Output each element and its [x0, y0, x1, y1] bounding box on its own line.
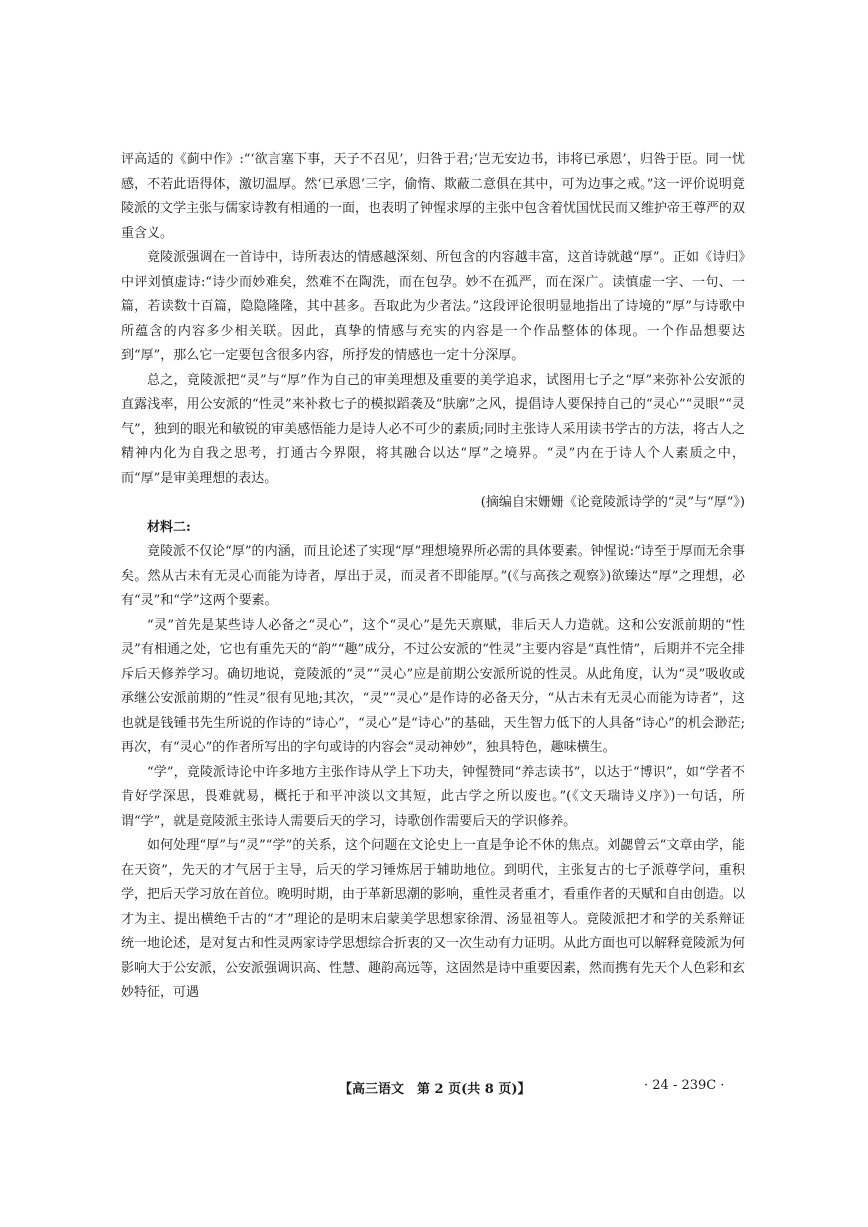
footer-page-info: 【高三语文 第 2 页(共 8 页)】: [339, 1082, 531, 1097]
footer-exam-code: · 24 - 239C ·: [644, 1078, 725, 1093]
paragraph-xue: “学”，竟陵派诗论中许多地方主张作诗从学上下功夫，钟惺赞同“养志读书”，以达于“博识”，如“学者不肯好学深思，畏难就易，概托于和平冲淡以文其短，此古学之所以废也。”(《文天瑞诗义序》)一句话，所谓“学”，就是竟陵派主张诗人需要后天的学习，诗歌创作需要后天的学识修养。: [121, 764, 745, 829]
paragraph-relationship: 如何处理“厚”与“灵”“学”的关系，这个问题在文论史上一直是争论不休的焦点。刘勰曾云“文章由学，能在天资”，先天的才气居于主导，后天的学习锤炼居于辅助地位。到明代，主张复古的七子派尊学问，重积学，把后天学习放在首位。晚明时期，由于革新思潮的影响，重性灵者重才，看重作者的天赋和自由创造。以才为主、提出横绝千古的“才”理论的是明末启蒙美学思想家徐渭、汤显祖等人。竟陵派把才和学的关系辩证统一地论述，是对复古和性灵两家诗学思想综合折衷的又一次生动有力证明。从此方面也可以解释竟陵派为何影响大于公安派，公安派强调识高、性慧、趣韵高远等，这固然是诗中重要因素，然而携有先天个人色彩和玄妙特征，可遇: [121, 838, 746, 1000]
source-citation: (摘编自宋姗姗《论竟陵派诗学的“灵”与“厚”》): [480, 495, 745, 510]
material-two-heading: 材料二:: [147, 519, 191, 535]
paragraph-ling: “灵”首先是某些诗人必备之“灵心”，这个“灵心”是先天禀赋，非后天人力造就。这和公安派前期的“性灵”有相通之处，它也有重先天的“韵”“趣”成分，不过公安派的“性灵”主要内容是“真性情”，后期并不完全排斥后天修养学习。确切地说，竟陵派的“灵”“灵心”应是前期公安派所说的性灵。从此角度，认为“灵”吸收或承继公安派前期的“性灵”很有见地;其次，“灵”“灵心”是作诗的必备天分，“从古未有无灵心而能为诗者”，这也就是钱锺书先生所说的作诗的“诗心”，“灵心”是“诗心”的基础，天生智力低下的人具备“诗心”的机会渺茫;再次，有“灵心”的作者所写出的字句或诗的内容会“灵动神妙”，独具特色，趣味横生。: [121, 617, 745, 755]
paragraph-hou-depth: 竟陵派强调在一首诗中，诗所表达的情感越深刻、所包含的内容越丰富，这首诗就越“厚”。正如《诗归》中评刘慎虚诗:“诗少而妙难矣，然难不在陶洗，而在包孕。妙不在孤严，而在深广。读慎虚一字、一句、一篇，若读数十百篇，隐隐隆隆，其中甚多。吾取此为少者法。”这段评论很明显地指出了诗境的“厚”与诗歌中所蕴含的内容多少相关联。因此，真挚的情感与充实的内容是一个作品整体的体现。一个作品想要达到“厚”，那么它一定要包含很多内容，所抒发的情感也一定十分深厚。: [121, 250, 745, 363]
paragraph-summary: 总之，竟陵派把“灵”与“厚”作为自己的审美理想及重要的美学追求，试图用七子之“厚”来弥补公安派的直露浅率，用公安派的“性灵”来补救七子的模拟蹈袭及“肤廓”之风，提倡诗人要保持自己的“灵心”“灵眼”“灵气”，独到的眼光和敏锐的审美感悟能力是诗人必不可少的素质;同时主张诗人采用读书学古的方法，将古人之精神内化为自我之思考，打通古今界限，将其融合以达“厚”之境界。“灵”内在于诗人个人素质之中，而“厚”是审美理想的表达。: [121, 372, 745, 486]
document-body: [121, 148, 745, 1006]
page-footer: [0, 1078, 868, 1098]
paragraph-gaoshi-critique: 评高适的《蓟中作》:“‘欲言塞下事，天子不召见’，归咎于君;‘岂无安边书，讳将已承恩’，归咎于臣。同一忧感，不若此语得体，激切温厚。然‘已承恩’三字，偷惰、欺蔽二意俱在其中，可为边事之戒。”这一评价说明竟陵派的文学主张与儒家诗教有相通的一面，也表明了钟惺求厚的主张中包含着忧国忧民而又维护帝王尊严的双重含义。: [121, 152, 746, 241]
paragraph-elements: 竟陵派不仅论“厚”的内涵，而且论述了实现“厚”理想境界所必需的具体要素。钟惺说:“诗至于厚而无余事矣。然从古未有无灵心而能为诗者，厚出于灵，而灵者不即能厚。”(《与高孩之观察》)欲臻达“厚”之理想，必有“灵”和“学”这两个要素。: [121, 544, 745, 608]
